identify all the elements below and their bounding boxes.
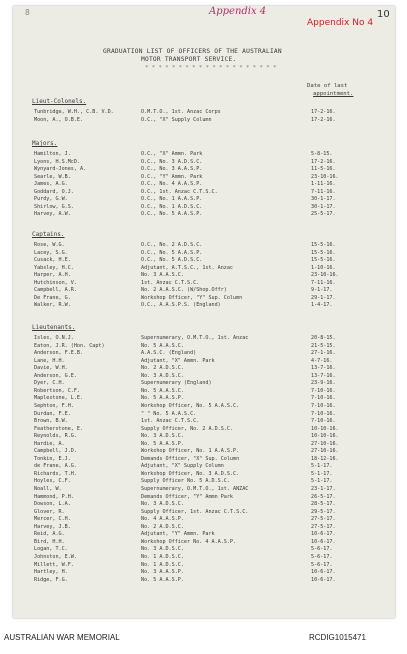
officer-name: Ridge, F.G. bbox=[34, 576, 68, 583]
officer-name: Searle, W.B. bbox=[34, 173, 71, 180]
officer-name: Sephton, F.H. bbox=[34, 402, 74, 409]
officer-date: 5-6-17. bbox=[311, 553, 333, 560]
officer-unit: Adjutant, A.T.S.C., 1st. Anzac bbox=[141, 264, 234, 271]
officer-unit: O.C., No. 5 A.D.S.C. bbox=[141, 257, 203, 264]
officer-unit: Supply Officer No. 5 A.D.S.C. bbox=[141, 478, 230, 485]
officer-name: Isles, O.N.J. bbox=[34, 335, 74, 341]
officer-date: 7-11-16. bbox=[311, 279, 336, 286]
officer-unit: O.C., A.A.S.P.S. (England) bbox=[141, 302, 221, 309]
officer-name: Millett, W.F. bbox=[34, 561, 74, 568]
officer-name: Campbell, A.R. bbox=[34, 287, 77, 294]
document-subtitle: MOTOR TRANSPORT SERVICE. bbox=[141, 56, 237, 63]
officer-name: Anderson, G.E. bbox=[34, 372, 77, 379]
officer-date: 10-10-16. bbox=[311, 433, 339, 440]
officer-date: 27-1-16. bbox=[311, 350, 336, 357]
archive-footer bbox=[0, 620, 407, 654]
officer-name: James, A.G. bbox=[34, 181, 68, 188]
officer-unit: No. 3 A.D.S.C. bbox=[141, 546, 184, 553]
officer-row bbox=[13, 576, 395, 584]
officer-name: Hoyles, C.F. bbox=[34, 478, 71, 485]
officer-unit: 1st. Anzac C.T.S.C. bbox=[141, 279, 200, 286]
officer-name: Lyons, H.S.McD. bbox=[34, 158, 81, 165]
officer-date: 5-1-17. bbox=[311, 478, 333, 485]
officer-date: 17-2-16. bbox=[311, 116, 336, 123]
officer-unit: O.C., No. 2 A.D.S.C. bbox=[141, 242, 203, 248]
officer-date: 18-12-16. bbox=[311, 455, 339, 462]
officer-unit: O.C., No. 3 A.A.S.P. bbox=[141, 166, 203, 173]
footer-archive-name: AUSTRALIAN WAR MEMORIAL bbox=[4, 633, 120, 642]
section-heading: Lieut-Colonels. bbox=[32, 98, 87, 105]
officer-date: 29-5-17. bbox=[311, 508, 336, 515]
officer-date: 7-10-16. bbox=[311, 387, 336, 394]
officer-unit: " " No. 5 A.A.S.C. bbox=[141, 410, 197, 417]
officer-unit: O.C., "X" Ammn. Park bbox=[141, 151, 203, 157]
officer-unit: O.C., No. 1 A.D.S.C. bbox=[141, 203, 203, 210]
officer-date: 28-5-17. bbox=[311, 501, 336, 508]
officer-date: 10-6-17. bbox=[311, 538, 336, 545]
officer-date: 26-5-17. bbox=[311, 493, 336, 500]
officer-name: Brown, B.W. bbox=[34, 418, 68, 425]
officer-unit: No. 1 A.D.S.C. bbox=[141, 553, 184, 560]
officer-name: Lacey, S.G. bbox=[34, 249, 68, 256]
officer-name: Reid, A.G. bbox=[34, 531, 65, 538]
officer-unit: Supernumerary (England) bbox=[141, 380, 212, 387]
officer-unit: O.C., "Y" Ammn. Park bbox=[141, 173, 203, 180]
officer-name: Harvey, J.B. bbox=[34, 523, 71, 530]
officer-date: 30-1-17. bbox=[311, 203, 336, 210]
officer-date: 7-10-16. bbox=[311, 395, 336, 402]
officer-name: Dyer, C.H. bbox=[34, 380, 65, 387]
officer-unit: Workshop Officer No. 4 A.A.S.P. bbox=[141, 538, 237, 545]
officer-name: Glover, R. bbox=[34, 508, 65, 515]
officer-unit: No. 5 A.A.S.P. bbox=[141, 395, 184, 402]
officer-unit: O.C., "X" Supply Column bbox=[141, 116, 212, 123]
section-heading: Captains. bbox=[32, 231, 65, 238]
officer-unit: Adjutant, "X" Supply Column bbox=[141, 463, 224, 470]
officer-row bbox=[13, 210, 395, 218]
officer-name: Anderson, F.E.B. bbox=[34, 350, 84, 357]
officer-name: Tonkin, E.J. bbox=[34, 455, 71, 462]
officer-row bbox=[13, 116, 395, 124]
officer-unit: No. 1 A.D.S.C. bbox=[141, 561, 184, 568]
officer-date: 23-10-16. bbox=[311, 272, 339, 279]
officer-unit: O.C., No. 3 A.D.S.C. bbox=[141, 158, 203, 165]
footer-record-id: RCDIG1015471 bbox=[309, 633, 366, 642]
officer-name: Bird, H.H. bbox=[34, 538, 65, 545]
officer-unit: Demands Officer, "Y" Ammn Park bbox=[141, 493, 234, 500]
officer-name: Campbell, J.D. bbox=[34, 448, 77, 455]
officer-date: 10-10-16. bbox=[311, 425, 339, 432]
officer-name: Rose, W.G. bbox=[34, 242, 65, 248]
officer-date: 5-6-17. bbox=[311, 546, 333, 553]
officer-name: Maplestone, L.E. bbox=[34, 395, 84, 402]
officer-date: 17-2-16. bbox=[311, 158, 336, 165]
page-number: 10 bbox=[377, 9, 390, 20]
officer-date: 15-5-16. bbox=[311, 242, 336, 248]
officer-date: 29-1-17. bbox=[311, 294, 336, 301]
officer-name: Walker, R.W. bbox=[34, 302, 71, 309]
officer-date: 13-7-16. bbox=[311, 365, 336, 372]
officer-unit: Supernumerary, O.M.T.O., 1st. ANZAC bbox=[141, 486, 249, 492]
officer-unit: No. 2 A.D.S.C. bbox=[141, 365, 184, 372]
officer-unit: Supply Officer, 1st. Anzac C.T.S.C. bbox=[141, 508, 249, 515]
officer-unit: 1st. Anzac C.T.S.C. bbox=[141, 418, 200, 425]
officer-date: 23-1-17. bbox=[311, 486, 336, 492]
officer-date: 15-5-16. bbox=[311, 257, 336, 264]
officer-unit: Workshop Officer, No. 3 A.D.S.C. bbox=[141, 470, 240, 477]
officer-name: Hutchinson, V. bbox=[34, 279, 77, 286]
officer-name: Shirlow, G.S. bbox=[34, 203, 74, 210]
officer-date: 1-10-16. bbox=[311, 264, 336, 271]
officer-unit: Supernumerary, O.M.T.O., 1st. Anzac bbox=[141, 335, 249, 341]
officer-name: Hammond, P.H. bbox=[34, 493, 74, 500]
officer-date: 7-10-16. bbox=[311, 402, 336, 409]
officer-date: 5-8-15. bbox=[311, 151, 333, 157]
section-heading: Lieutenants. bbox=[32, 324, 76, 331]
officer-name: Hardie, A. bbox=[34, 440, 65, 447]
officer-date: 27-10-16. bbox=[311, 440, 339, 447]
officer-name: Logan, T.C. bbox=[34, 546, 68, 553]
officer-unit: Adjutant, "X" Ammn. Park bbox=[141, 357, 215, 364]
officer-unit: No. 3 A.A.S.P. bbox=[141, 569, 184, 576]
officer-date: 1-4-17. bbox=[311, 302, 333, 309]
officer-date: 5-6-17. bbox=[311, 561, 333, 568]
officer-name: Reynolds, R.G. bbox=[34, 433, 77, 440]
officer-unit: O.C., No. 5 A.A.S.P. bbox=[141, 211, 203, 218]
officer-name: Hamilton, J. bbox=[34, 151, 71, 157]
title-rule: * * * * * * * * * * * * * * * * * * * * bbox=[145, 65, 277, 71]
section-heading: Majors. bbox=[32, 140, 58, 147]
handwritten-appendix-note: Appendix 4 bbox=[209, 6, 267, 17]
officer-name: Noall, W. bbox=[34, 486, 62, 492]
officer-row bbox=[13, 301, 395, 309]
officer-date: 27-5-17. bbox=[311, 523, 336, 530]
officer-date: 5-1-17. bbox=[311, 470, 333, 477]
officer-date: 20-8-15. bbox=[311, 335, 336, 341]
officer-name: Harvey, A.W. bbox=[34, 211, 71, 218]
officer-name: Moon, A., O.B.E. bbox=[34, 116, 84, 123]
officer-date: 4-7-16. bbox=[311, 357, 333, 364]
officer-date: 7-10-16. bbox=[311, 410, 336, 417]
document-page bbox=[13, 6, 395, 618]
officer-unit: Adjutant, "Y" Ammn. Park bbox=[141, 531, 215, 538]
officer-unit: No. 5 A.A.S.C. bbox=[141, 342, 184, 349]
officer-name: Richards, T.H. bbox=[34, 470, 77, 477]
officer-unit: No. 5 A.A.S.C. bbox=[141, 387, 184, 394]
officer-unit: No. 2 A.D.S.C. bbox=[141, 523, 184, 530]
date-header-line1: Date of last bbox=[307, 83, 348, 89]
officer-unit: No. 3 A.D.S.C. bbox=[141, 372, 184, 379]
appendix-stamp: Appendix No 4 bbox=[307, 18, 374, 28]
officer-date: 23-10-16. bbox=[311, 173, 339, 180]
officer-unit: Workshop Officer, "Y" Sup. Column bbox=[141, 294, 243, 301]
officer-date: 7-10-16. bbox=[311, 418, 336, 425]
officer-name: Purdy, G.W. bbox=[34, 196, 68, 203]
officer-name: Tunbridge, W.H., C.B. V.D. bbox=[34, 109, 114, 115]
officer-date: 27-5-17. bbox=[311, 516, 336, 523]
officer-name: Yabsley, H.C. bbox=[34, 264, 74, 271]
officer-unit: O.C., No. 4 A.A.S.P. bbox=[141, 181, 203, 188]
officer-name: de Frane, A.G. bbox=[34, 463, 77, 470]
officer-date: 27-10-16. bbox=[311, 448, 339, 455]
officer-name: Davie, W.H. bbox=[34, 365, 68, 372]
officer-unit: O.C., 1st. Anzac C.T.S.C. bbox=[141, 188, 218, 195]
officer-name: Eaton, J.R. (Hon. Capt) bbox=[34, 342, 105, 349]
officer-name: Goddard, O.J. bbox=[34, 188, 74, 195]
officer-date: 10-6-17. bbox=[311, 576, 336, 583]
date-header-line2: appointment. bbox=[313, 91, 354, 97]
officer-date: 10-6-17. bbox=[311, 569, 336, 576]
officer-unit: No. 5 A.A.S.P. bbox=[141, 440, 184, 447]
officer-date: 1-11-16. bbox=[311, 181, 336, 188]
officer-date: 11-5-16. bbox=[311, 166, 336, 173]
officer-unit: O.C., No. 1 A.A.S.P. bbox=[141, 196, 203, 203]
officer-name: Mercer, C.H. bbox=[34, 516, 71, 523]
document-title: GRADUATION LIST OF OFFICERS OF THE AUSTRALIAN bbox=[103, 48, 282, 55]
officer-unit: O.C., No. 5 A.A.S.P. bbox=[141, 249, 203, 256]
officer-unit: No. 4 A.A.S.P. bbox=[141, 516, 184, 523]
officer-unit: Workshop Officer, No. 1 A.A.S.P. bbox=[141, 448, 240, 455]
officer-name: Johnston, E.W. bbox=[34, 553, 77, 560]
officer-name: Durdan, F.E. bbox=[34, 410, 71, 417]
officer-date: 17-2-16. bbox=[311, 109, 336, 115]
officer-date: 30-1-17. bbox=[311, 196, 336, 203]
officer-name: Lane, H.H. bbox=[34, 357, 65, 364]
officer-date: 9-1-17. bbox=[311, 287, 333, 294]
corner-mark: 8 bbox=[25, 8, 30, 17]
officer-name: Wynyard-Jones, A. bbox=[34, 166, 87, 173]
officer-unit: No. 2 A.A.S.C. (W/Shop.Offr) bbox=[141, 287, 227, 294]
officer-name: Featherstone, E. bbox=[34, 425, 84, 432]
officer-name: Robertson, C.F. bbox=[34, 387, 81, 394]
officer-unit: O.M.T.O., 1st. Anzac Corps bbox=[141, 109, 221, 115]
officer-date: 15-5-16. bbox=[311, 249, 336, 256]
officer-unit: Workshop Officer, No. 5 A.A.S.C. bbox=[141, 402, 240, 409]
officer-date: 23-9-16. bbox=[311, 380, 336, 387]
officer-date: 25-5-17. bbox=[311, 211, 336, 218]
officer-date: 5-1-17. bbox=[311, 463, 333, 470]
officer-name: De Frane, G. bbox=[34, 294, 71, 301]
officer-date: 13-7-16. bbox=[311, 372, 336, 379]
officer-date: 10-6-17. bbox=[311, 531, 336, 538]
officer-name: Hartley, H. bbox=[34, 569, 68, 576]
officer-unit: A.A.S.C. (England) bbox=[141, 350, 197, 357]
officer-unit: No. 3 A.A.S.C. bbox=[141, 272, 184, 279]
officer-date: 21-5-15. bbox=[311, 342, 336, 349]
officer-unit: Demands Officer, "X" Sup. Column bbox=[141, 455, 240, 462]
officer-name: Cusack, H.E. bbox=[34, 257, 71, 264]
officer-unit: Supply Officer, No. 2 A.D.S.C. bbox=[141, 425, 234, 432]
officer-name: Dowson, L.A. bbox=[34, 501, 71, 508]
officer-unit: No. 5 A.A.S.P. bbox=[141, 576, 184, 583]
officer-unit: No. 3 A.D.S.C. bbox=[141, 501, 184, 508]
officer-date: 7-11-16. bbox=[311, 188, 336, 195]
officer-name: Harper, A.H. bbox=[34, 272, 71, 279]
officer-unit: No. 3 A.D.S.C. bbox=[141, 433, 184, 440]
